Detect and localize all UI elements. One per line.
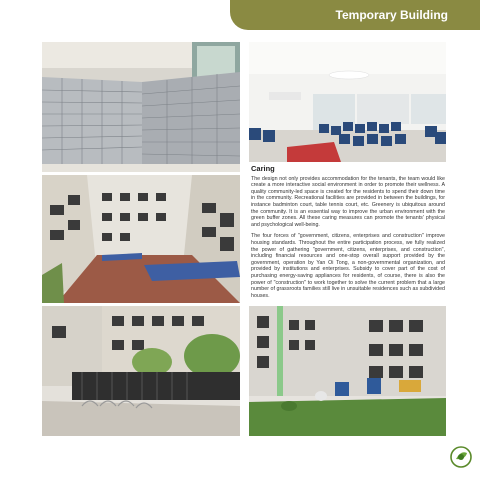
paragraph-1: The design not only provides accommodation for the tenants, the team would like create a more interactive social environment in order to promote their wellness. A quality community-led space is created for the residents to spend their down time in the community. Recreational facilities are provided in between the buildings, for instance badminton court, table tennis court, etc. Greenery is ubiquitous around the community. It is an essential way to improve the urban environment with the green buffer zones. All these caring measures can promote the tenants' physical and psychological well-being. <box>251 175 445 228</box>
paragraph-2: The four forces of "government, citizens, enterprises and construction" improve housing standards. Throughout the entire participation process, we fully realized the power of gathering "government, citizens, enterprises, and construction", including financial resources and one-stop overall support provided by the government, operation by Yan Oi Tong, a non-governmental organization, and provided by institutions and enterprises. Subsidy to cover part of the cost of purchasing energy-saving appliances for residents, of course, there is also the power of "construction" to work together to solve the current problem that a large number of grassroots families still live in unsuitable residences such as subdivided houses. <box>251 233 445 299</box>
page-title: Temporary Building <box>335 8 448 22</box>
community-hall-photo <box>249 42 446 162</box>
caring-section <box>251 166 445 304</box>
leaf-badge-icon <box>450 446 472 468</box>
header-band <box>0 0 480 30</box>
playground-photo <box>249 306 446 436</box>
table-tennis-courtyard-photo <box>42 175 240 303</box>
bicycle-parking-photo <box>42 306 240 436</box>
mailbox-photo <box>42 42 240 172</box>
section-heading: Caring <box>251 164 275 173</box>
